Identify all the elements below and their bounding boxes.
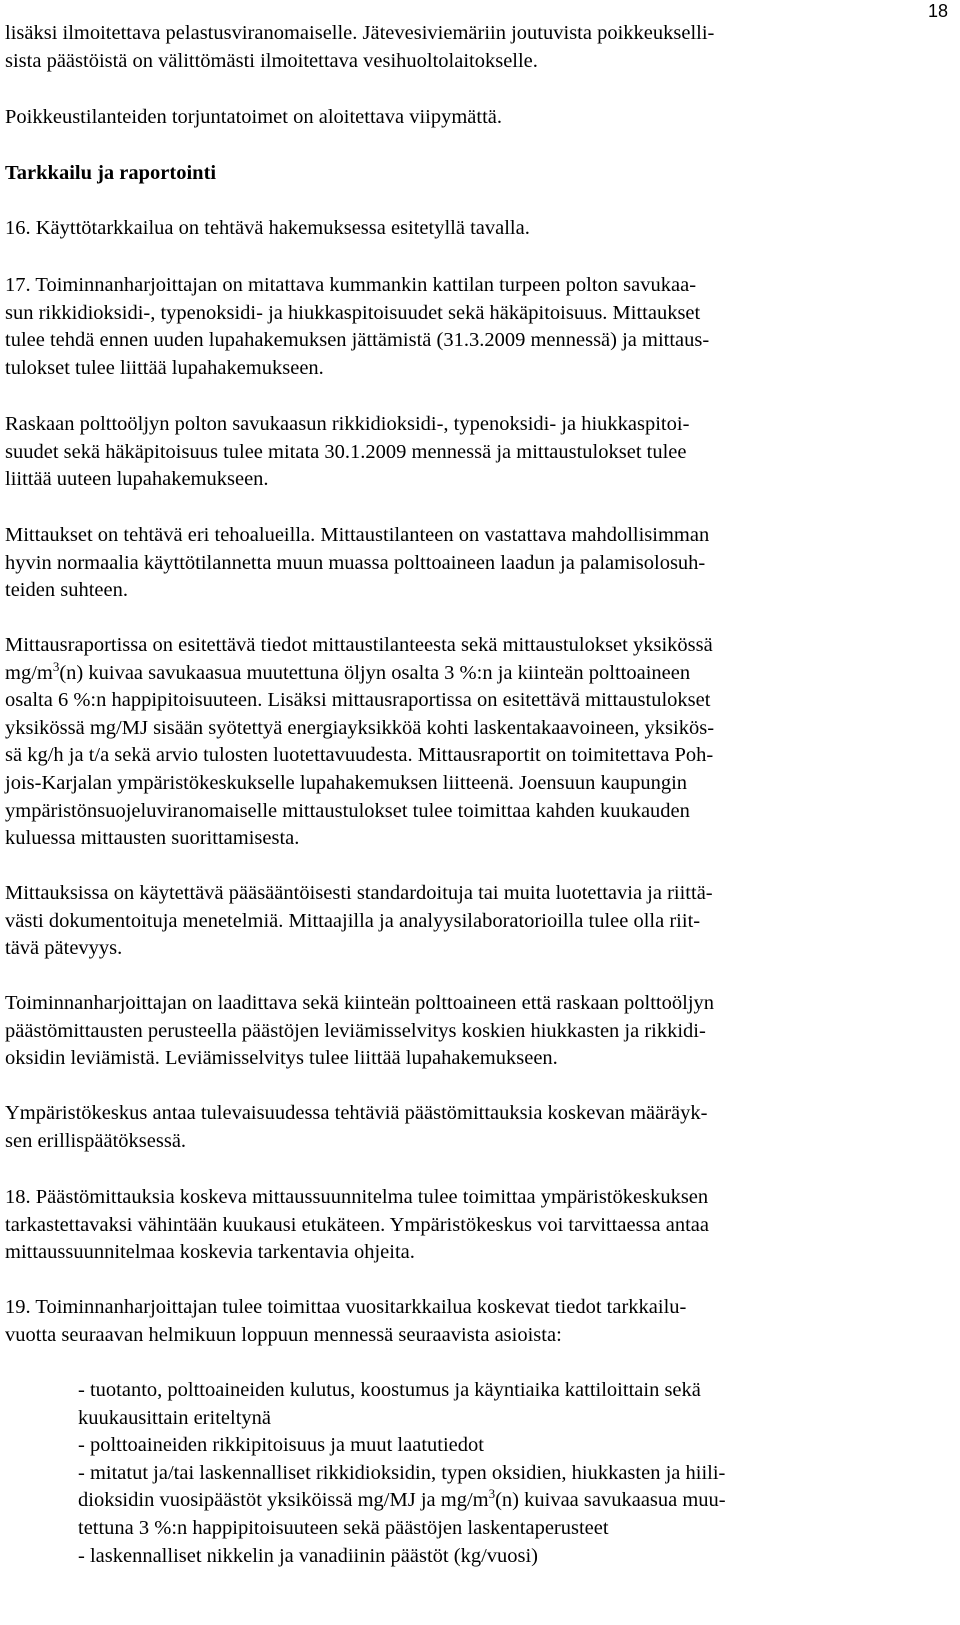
paragraph-19	[5, 1294, 905, 1349]
list-item-continuation: tettuna 3 %:n happipitoisuuteen sekä päästöjen laskentaperusteet	[78, 1516, 609, 1539]
paragraph-17	[5, 272, 905, 382]
text-line: liittää uuteen lupahakemukseen.	[5, 468, 269, 491]
text-line: Mittausraportissa on esitettävä tiedot mittaustilanteesta sekä mittaustulokset yksikössä	[5, 634, 713, 656]
text-line: Mittaukset on tehtävä eri tehoalueilla. Mittaustilanteen on vastattava mahdollisimman	[5, 524, 710, 546]
paragraph-measurement-report	[5, 632, 905, 853]
text-line: Ympäristökeskus antaa tulevaisuudessa tehtäviä päästömittauksia koskevan määräyk-	[5, 1102, 708, 1124]
text-line: Poikkeustilanteiden torjuntatoimet on aloitettava viipymättä.	[5, 106, 503, 128]
text-fragment: (n) kuivaa savukaasua muu-	[495, 1489, 726, 1512]
text-line: oksidin leviämistä. Leviämisselvitys tulee liittää lupahakemukseen.	[5, 1047, 558, 1070]
page-number: 18	[927, 1, 948, 21]
unit-text: mg/m	[5, 661, 53, 684]
paragraph-power-ranges	[5, 522, 905, 605]
text-line: Raskaan polttoöljyn polton savukaasun rikkidioksidi-, typenoksidi- ja hiukkaspitoi-	[5, 413, 690, 435]
list-item-continuation	[78, 1487, 908, 1515]
text-line: päästömittausten perusteella päästöjen leviämisselvitys koskien hiukkasten ja rikkidi-	[5, 1019, 706, 1042]
text-line: Toiminnanharjoittajan on laadittava sekä kiinteän polttoaineen että raskaan polttoöljyn	[5, 992, 715, 1014]
list-item: - polttoaineiden rikkipitoisuus ja muut laatutiedot	[78, 1434, 484, 1457]
text-line: ympäristönsuojeluviranomaiselle mittaustulokset tulee toimittaa kahden kuukauden	[5, 799, 690, 822]
paragraph-countermeasures	[5, 104, 905, 132]
list-item-continuation: kuukausittain eriteltynä	[78, 1406, 271, 1429]
paragraph-future-measurements	[5, 1100, 905, 1155]
text-line: Mittauksissa on käytettävä pääsääntöisesti standardoituja tai muita luotettavia ja riittä-	[5, 882, 713, 904]
reporting-items-list	[78, 1377, 908, 1570]
text-line: osalta 6 %:n happipitoisuuteen. Lisäksi mittausraportissa on esitettävä mittaustulokset	[5, 689, 711, 712]
text-line: sä kg/h ja t/a sekä arvio tulosten luotettavuudesta. Mittausraportit on toimitettava Poh-	[5, 744, 714, 767]
text-line: lisäksi ilmoitettava pelastusviranomaiselle. Jätevesiviemäriin joutuvista poikkeukselli-	[5, 22, 715, 44]
text-line: tarkastettavaksi vähintään kuukausi etukäteen. Ympäristökeskus voi tarvittaessa antaa	[5, 1213, 709, 1236]
list-item: - tuotanto, polttoaineiden kulutus, koostumus ja käyntiaika kattiloittain sekä	[78, 1379, 701, 1401]
paragraph-intro	[5, 20, 905, 75]
paragraph-dispersion-study	[5, 990, 905, 1073]
text-line: 19. Toiminnanharjoittajan tulee toimittaa vuositarkkailua koskevat tiedot tarkkailu-	[5, 1296, 687, 1318]
text-line: sista päästöistä on välittömästi ilmoitettava vesihuoltolaitokselle.	[5, 49, 538, 72]
text-line: 16. Käyttötarkkailua on tehtävä hakemuksessa esitetyllä tavalla.	[5, 217, 530, 239]
text-line: yksikössä mg/MJ sisään syötettyä energiayksikköä kohti laskentakaavoineen, yksikös-	[5, 716, 715, 739]
list-item: - laskennalliset nikkelin ja vanadiinin päästöt (kg/vuosi)	[78, 1544, 539, 1567]
text-line: 17. Toiminnanharjoittajan on mitattava kummankin kattilan turpeen polton savukaa-	[5, 274, 697, 296]
text-fragment: dioksidin vuosipäästöt yksiköissä mg/MJ ja mg/m	[78, 1489, 489, 1512]
superscript: 3	[52, 658, 60, 674]
text-line: tävä pätevyys.	[5, 937, 123, 960]
text-line: 18. Päästömittauksia koskeva mittaussuunnitelma tulee toimittaa ympäristökeskuksen	[5, 1186, 709, 1208]
paragraph-18	[5, 1184, 905, 1267]
paragraph-16	[5, 215, 905, 243]
text-line: sun rikkidioksidi-, typenoksidi- ja hiukkaspitoisuudet sekä häkäpitoisuus. Mittaukset	[5, 301, 701, 324]
superscript: 3	[488, 1486, 496, 1502]
text-line: tulokset tulee liittää lupahakemukseen.	[5, 356, 324, 379]
text-line: teiden suhteen.	[5, 579, 128, 602]
section-heading	[5, 160, 905, 188]
paragraph-heavy-oil	[5, 411, 905, 494]
text-line: jois-Karjalan ympäristökeskukselle lupahakemuksen liitteenä. Joensuun kaupungin	[5, 771, 688, 794]
text-line: mittaussuunnitelmaa koskevia tarkentavia ohjeita.	[5, 1241, 415, 1264]
text-line: kuluessa mittausten suorittamisesta.	[5, 827, 300, 850]
text-line: västi dokumentoituja menetelmiä. Mittaajilla ja analyysilaboratorioilla tulee olla riit-	[5, 909, 701, 932]
text-line: vuotta seuraavan helmikuun loppuun mennessä seuraavista asioista:	[5, 1323, 562, 1346]
text-line: sen erillispäätöksessä.	[5, 1129, 187, 1152]
text-line: hyvin normaalia käyttötilannetta muun muassa polttoaineen laadun ja palamisolosuh-	[5, 551, 706, 574]
heading-text: Tarkkailu ja raportointi	[5, 162, 217, 184]
paragraph-methods	[5, 880, 905, 963]
text-line: tulee tehdä ennen uuden lupahakemuksen jättämistä (31.3.2009 mennessä) ja mittaus-	[5, 329, 710, 352]
text-line: suudet sekä häkäpitoisuus tulee mitata 30.1.2009 mennessä ja mittaustulokset tulee	[5, 440, 687, 463]
text-line	[5, 660, 905, 688]
list-item: - mitatut ja/tai laskennalliset rikkidioksidin, typen oksidien, hiukkasten ja hiili-	[78, 1461, 726, 1484]
text-fragment: (n) kuivaa savukaasua muutettuna öljyn osalta 3 %:n ja kiinteän polttoaineen	[59, 661, 691, 684]
